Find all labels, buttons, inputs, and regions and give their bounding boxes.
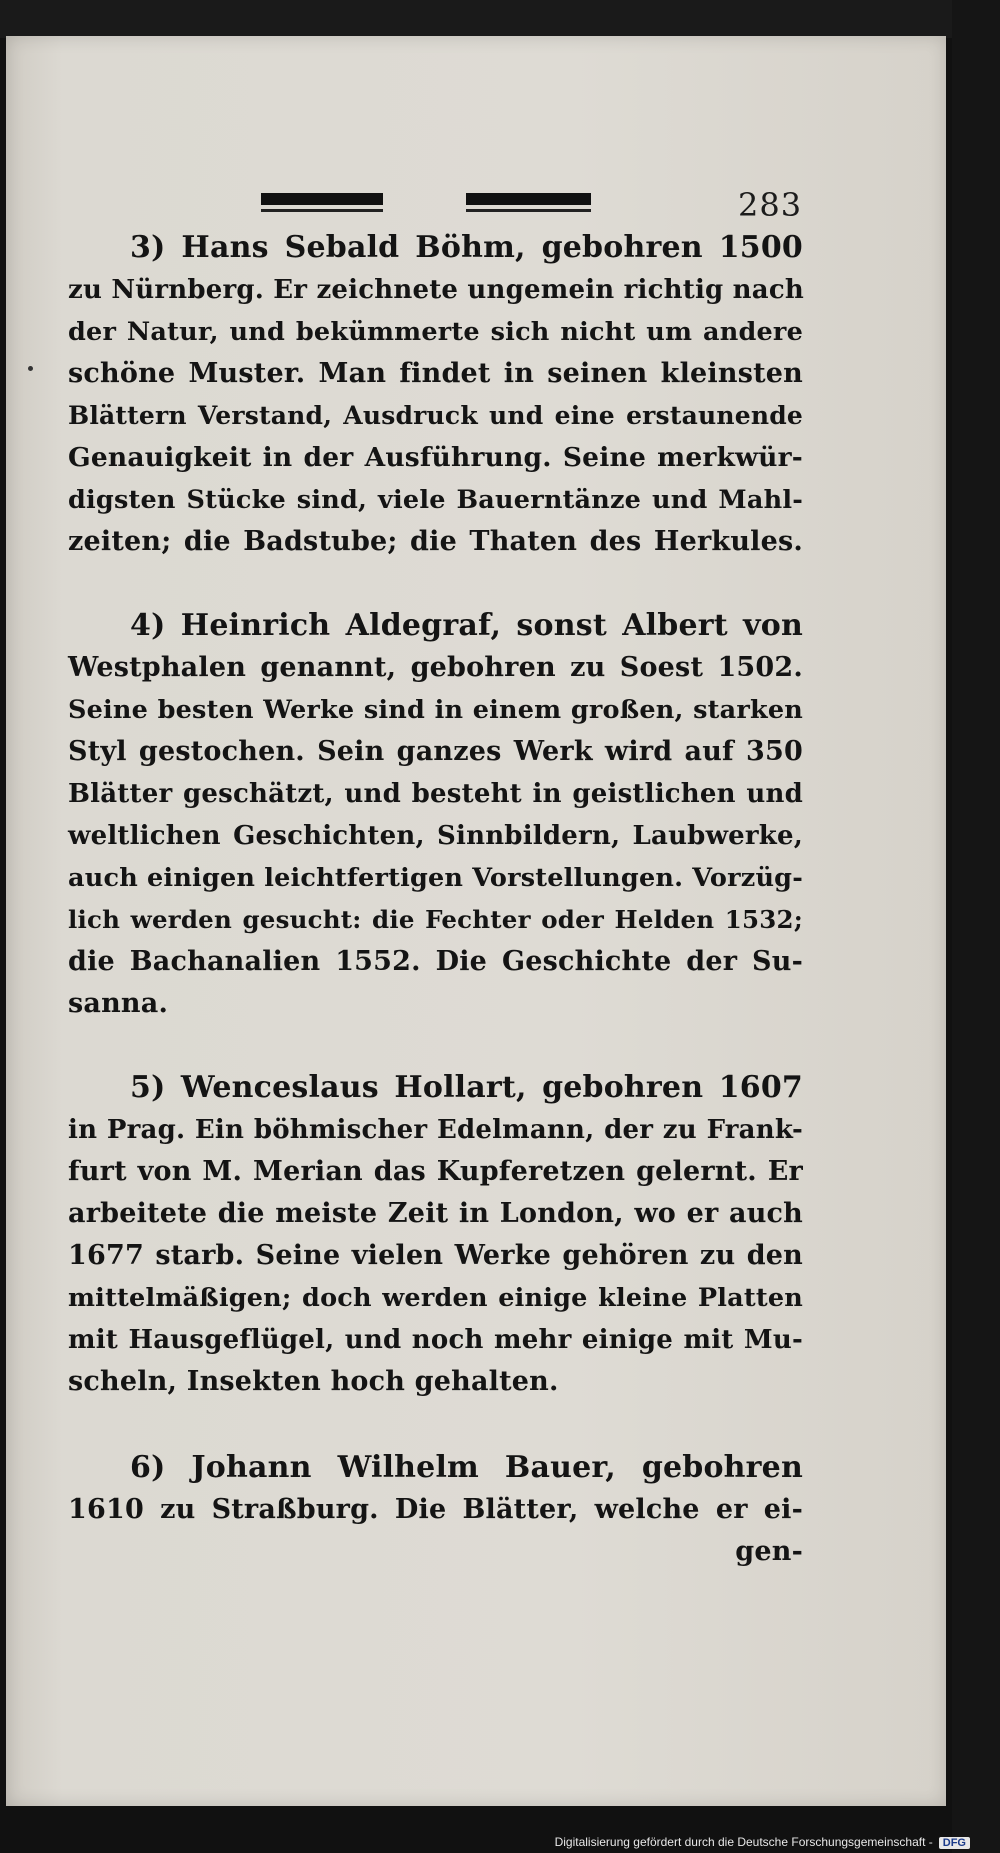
text-line: die Bachanalien 1552. Die Geschichte der Su- <box>68 946 803 977</box>
text-line: Genauigkeit in der Ausführung. Seine merkwür- <box>68 442 803 473</box>
margin-mark <box>28 366 33 371</box>
text-line: sanna. <box>68 988 169 1019</box>
text-line: Blättern Verstand, Ausdruck und eine erstaunende <box>68 401 803 430</box>
text-line: 1610 zu Straßburg. Die Blätter, welche er ei- <box>68 1494 803 1525</box>
text-line: lich werden gesucht: die Fechter oder Helden 1532; <box>68 905 803 934</box>
text-line: Styl gestochen. Sein ganzes Werk wird auf 350 <box>68 736 803 767</box>
digitization-credit <box>555 1835 970 1849</box>
text-line: weltlichen Geschichten, Sinnbildern, Laubwerke, <box>68 821 803 851</box>
text-line: in Prag. Ein böhmischer Edelmann, der zu Frank- <box>68 1115 803 1145</box>
text-line: der Natur, und bekümmerte sich nicht um andere <box>68 317 803 347</box>
text-line: Seine besten Werke sind in einem großen, starken <box>68 695 803 725</box>
text-line: 4) Heinrich Aldegraf, sonst Albert von <box>130 608 803 643</box>
text-line: 1677 starb. Seine vielen Werke gehören zu den <box>68 1240 803 1271</box>
text-line: auch einigen leichtfertigen Vorstellungen. Vorzüg- <box>68 863 803 893</box>
text-line: arbeitete die meiste Zeit in London, wo er auch <box>68 1198 803 1229</box>
text-line: mittelmäßigen; doch werden einige kleine Platten <box>68 1283 803 1313</box>
dfg-logo: DFG <box>939 1837 970 1849</box>
text-line: 5) Wenceslaus Hollart, gebohren 1607 <box>130 1070 803 1105</box>
text-line: furt von M. Merian das Kupferetzen gelernt. Er <box>68 1156 803 1187</box>
text-line: mit Hausgeflügel, und noch mehr einige mit Mu- <box>68 1325 803 1355</box>
scan-background-right <box>952 0 1000 1853</box>
text-line: zeiten; die Badstube; die Thaten des Herkules. <box>68 526 803 557</box>
header-ornament-right <box>466 193 591 215</box>
page-number: 283 <box>738 186 803 224</box>
text-line: Blätter geschätzt, und besteht in geistlichen und <box>68 779 803 809</box>
catchword: gen- <box>735 1536 803 1567</box>
text-line: Westphalen genannt, gebohren zu Soest 1502. <box>68 652 803 683</box>
text-line: schöne Muster. Man findet in seinen kleinsten <box>68 358 803 389</box>
text-line: 3) Hans Sebald Böhm, gebohren 1500 <box>130 230 803 265</box>
book-page <box>6 36 946 1806</box>
header-ornament-left <box>261 193 383 215</box>
scan-background-top <box>0 0 1000 38</box>
text-line: 6) Johann Wilhelm Bauer, gebohren <box>130 1450 803 1485</box>
credit-text: Digitalisierung gefördert durch die Deutsche Forschungsgemeinschaft - <box>554 1835 933 1849</box>
text-line: zu Nürnberg. Er zeichnete ungemein richtig nach <box>68 275 804 305</box>
text-line: digsten Stücke sind, viele Bauerntänze und Mahl- <box>68 485 803 515</box>
text-line: scheln, Insekten hoch gehalten. <box>68 1366 559 1397</box>
